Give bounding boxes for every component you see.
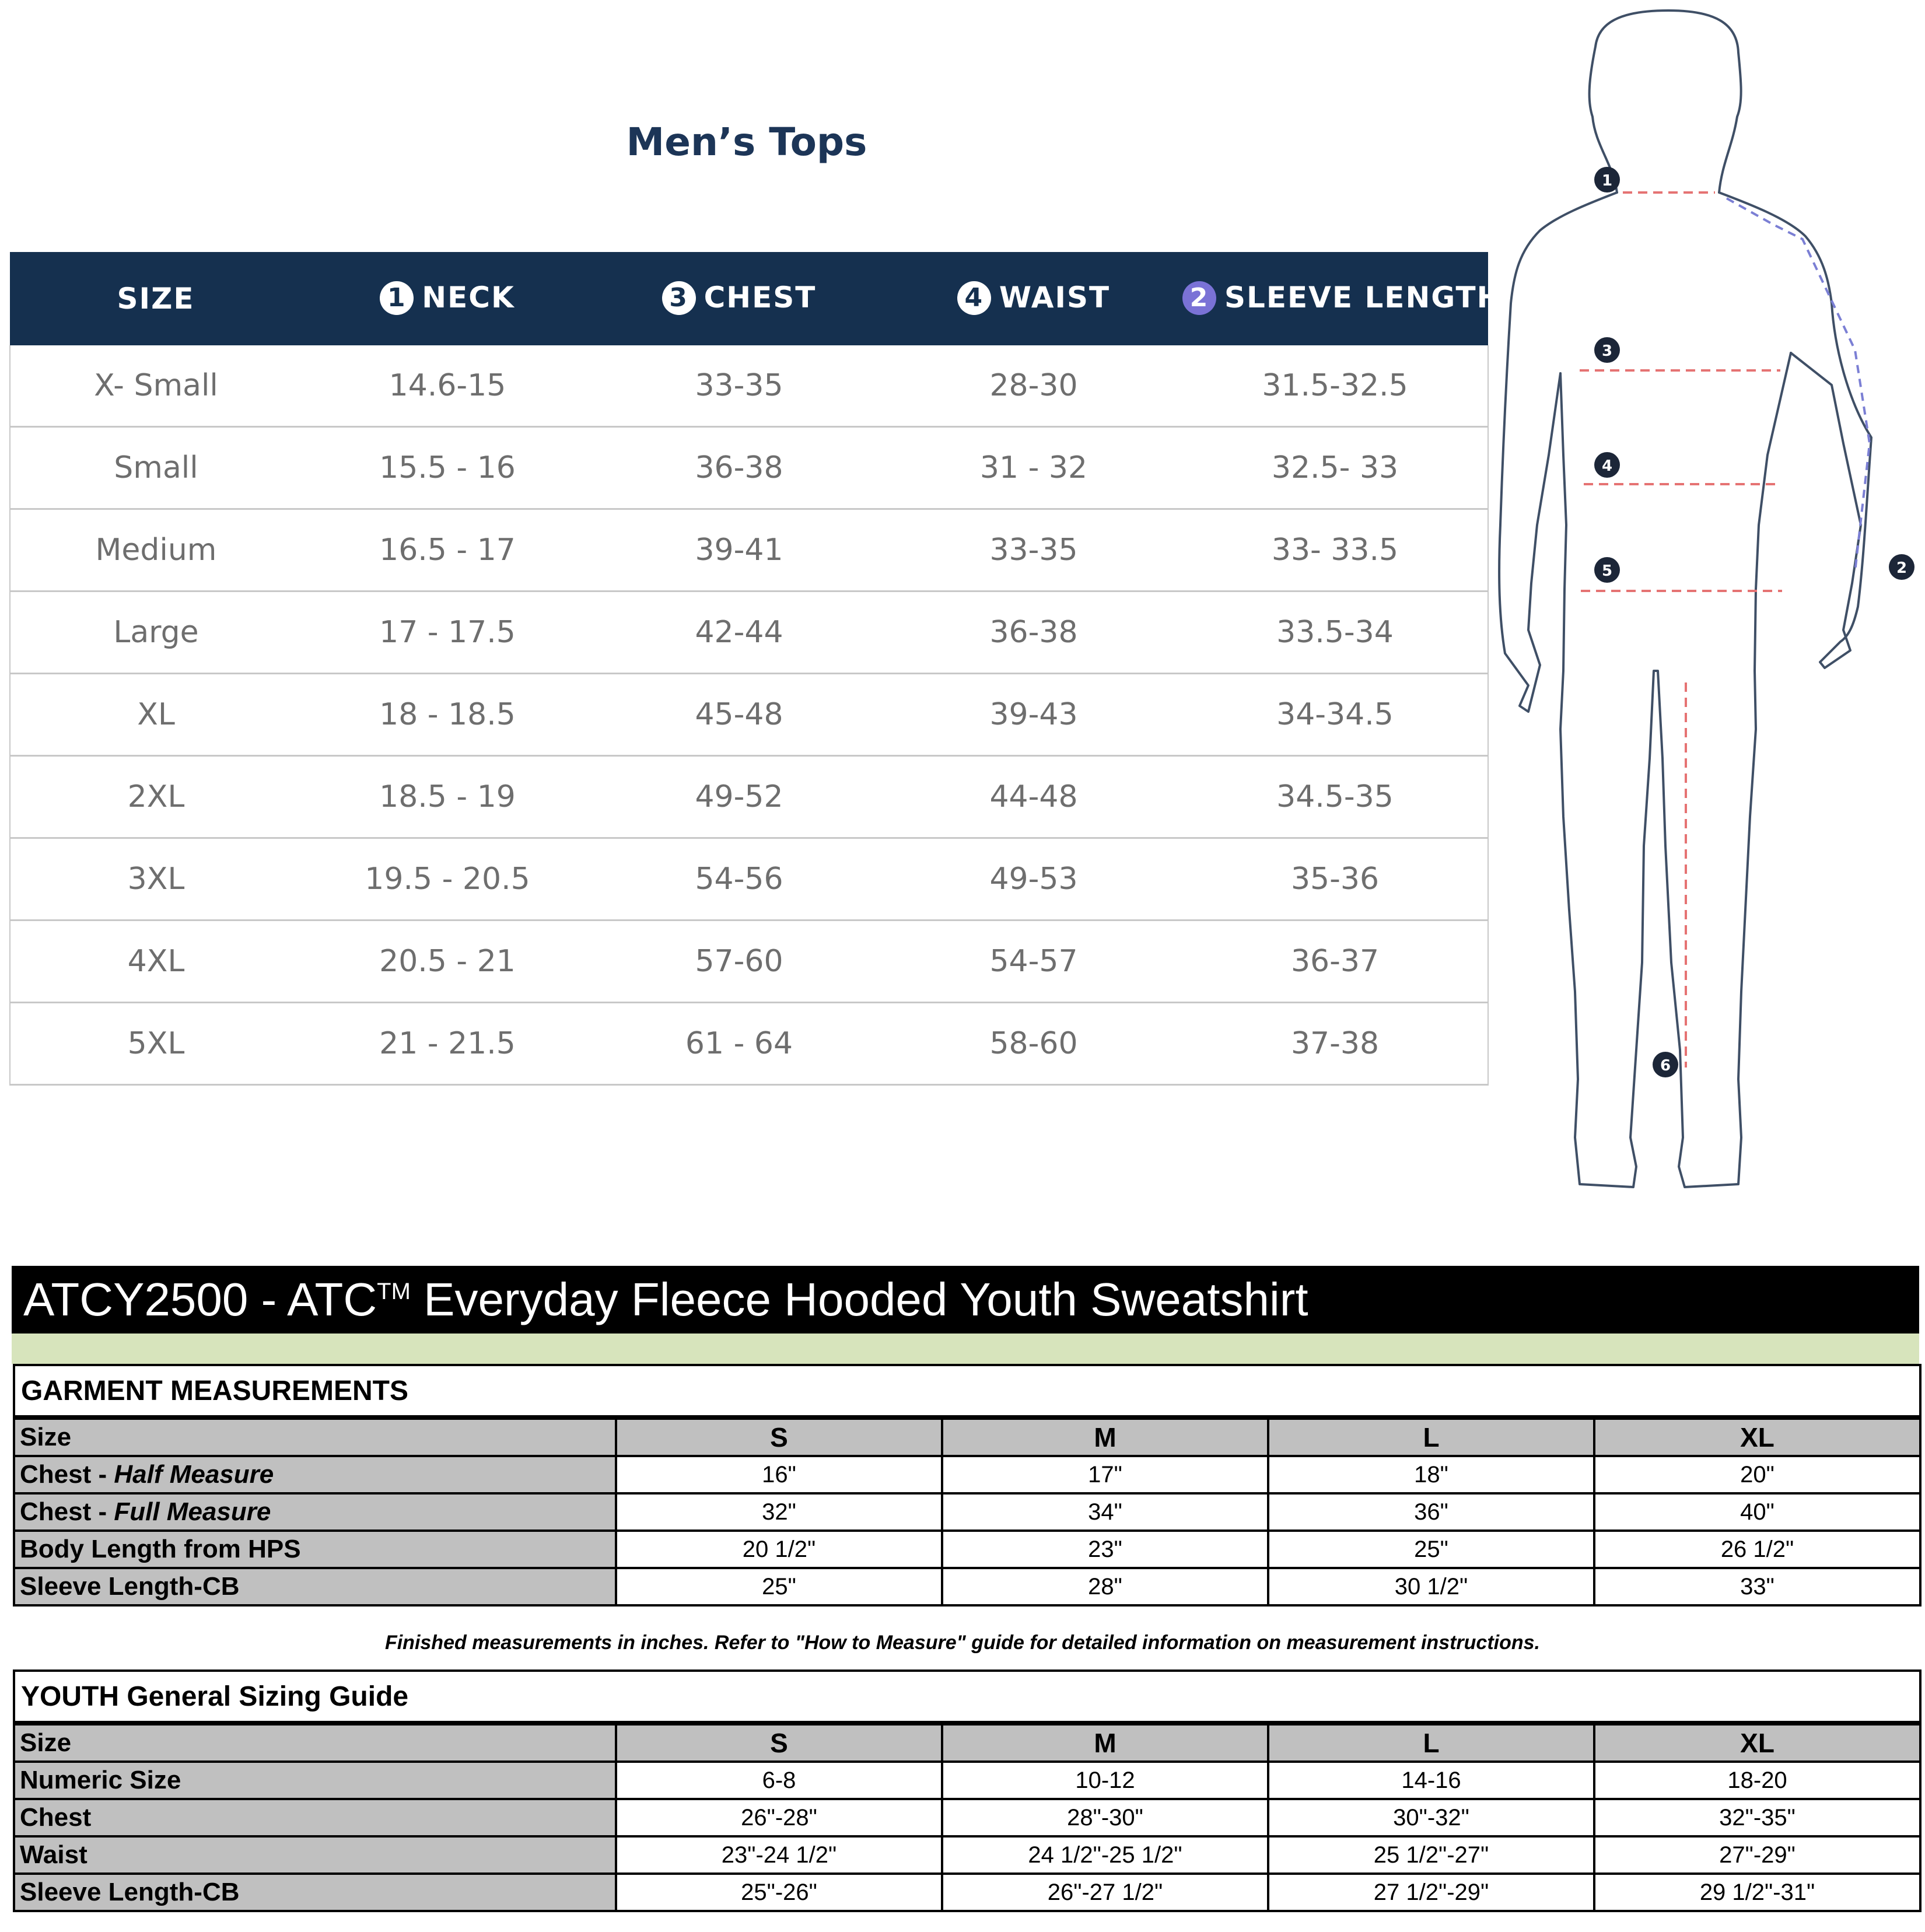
table-cell: 2XL [10,756,302,838]
table-cell: 44-48 [885,756,1182,838]
table-cell: 23"-24 1/2" [616,1836,942,1874]
table-row [10,427,1488,509]
garment-measurements-table [13,1364,1922,1606]
table-cell: 25 1/2"-27" [1268,1836,1594,1874]
table-cell: 18.5 - 19 [302,756,593,838]
mens-header-label: NECK [422,281,515,315]
table-cell: 61 - 64 [593,1003,885,1085]
table-cell: 32.5- 33 [1182,427,1488,509]
table-cell: 34-34.5 [1182,674,1488,756]
mens-header-label: CHEST [704,281,817,315]
measure-marker-3: 3 [662,281,696,315]
mens-header-size [10,252,302,345]
table-cell: 31.5-32.5 [1182,345,1488,427]
table-cell: 18 - 18.5 [302,674,593,756]
table-row [14,1456,1920,1493]
table-cell: 20.5 - 21 [302,921,593,1003]
table-cell: 19.5 - 20.5 [302,838,593,921]
table-cell: 54-56 [593,838,885,921]
table-cell: 17" [942,1456,1268,1493]
table-cell: 18" [1268,1456,1594,1493]
table-cell: 27"-29" [1594,1836,1920,1874]
accent-strip [12,1334,1919,1364]
row-label-text: Chest [20,1803,92,1832]
table-cell: 30"-32" [1268,1799,1594,1836]
table-cell: 3XL [10,838,302,921]
table-cell: 21 - 21.5 [302,1003,593,1085]
row-label-text: Chest - [20,1460,114,1489]
mens-header-label: WAIST [999,281,1111,315]
row-label-text: Chest - [20,1497,114,1526]
size-label: Size [14,1418,616,1456]
mens-tops-header-row [10,252,1488,345]
table-row [14,1531,1920,1568]
table-cell: 32"-35" [1594,1799,1920,1836]
table-cell: 36-38 [885,592,1182,674]
size-label: Size [14,1723,616,1762]
table-cell: 17 - 17.5 [302,592,593,674]
mens-header-sleeve-length [1182,252,1503,345]
table-cell: 37-38 [1182,1003,1488,1085]
size-header-row [14,1723,1920,1762]
table-cell: 30 1/2" [1268,1568,1594,1605]
table-cell: 34" [942,1493,1268,1531]
table-cell: 24 1/2"-25 1/2" [942,1836,1268,1874]
size-col-header: M [942,1418,1268,1456]
table-cell: 15.5 - 16 [302,427,593,509]
table-row [10,509,1488,592]
row-label-text: Sleeve Length-CB [20,1572,240,1601]
table-cell: 27 1/2"-29" [1268,1874,1594,1911]
mens-header-waist [885,252,1182,345]
size-col-header: XL [1594,1723,1920,1762]
table-cell: 25" [1268,1531,1594,1568]
size-col-header: L [1268,1418,1594,1456]
svg-text:4: 4 [1601,457,1613,475]
row-label [14,1568,616,1605]
size-col-header: L [1268,1723,1594,1762]
measure-marker-4: 4 [957,281,991,315]
row-label-italic: Full Measure [114,1497,271,1526]
youth-section-title: YOUTH General Sizing Guide [14,1671,1920,1723]
table-cell: 16" [616,1456,942,1493]
table-cell: 45-48 [593,674,885,756]
row-label [14,1874,616,1911]
table-cell: 49-53 [885,838,1182,921]
banner-trademark: TM [377,1279,411,1304]
table-cell: 25"-26" [616,1874,942,1911]
svg-text:1: 1 [1601,172,1613,190]
svg-text:2: 2 [1896,559,1908,577]
table-cell: 26"-28" [616,1799,942,1836]
table-row [10,921,1488,1003]
table-cell: 16.5 - 17 [302,509,593,592]
table-cell: 35-36 [1182,838,1488,921]
table-row [14,1568,1920,1605]
mens-header-label: SIZE [117,282,195,316]
row-label [14,1456,616,1493]
banner-product-name: Everyday Fleece Hooded Youth Sweatshirt [410,1273,1308,1325]
mens-tops-table [9,252,1503,1086]
table-cell: 20 1/2" [616,1531,942,1568]
table-cell: 31 - 32 [885,427,1182,509]
table-row [10,345,1488,427]
table-row [14,1874,1920,1911]
table-cell: 20" [1594,1456,1920,1493]
svg-text:3: 3 [1601,342,1613,360]
table-cell: 39-41 [593,509,885,592]
table-row [10,756,1488,838]
table-cell: 29 1/2"-31" [1594,1874,1920,1911]
svg-text:6: 6 [1660,1057,1671,1074]
table-row [10,1003,1488,1085]
size-col-header: S [616,1418,942,1456]
table-cell: 42-44 [593,592,885,674]
table-cell: X- Small [10,345,302,427]
table-cell: 26"-27 1/2" [942,1874,1268,1911]
size-col-header: XL [1594,1418,1920,1456]
table-cell: XL [10,674,302,756]
table-cell: 26 1/2" [1594,1531,1920,1568]
table-cell: 33-35 [593,345,885,427]
table-cell: 33- 33.5 [1182,509,1488,592]
table-cell: 40" [1594,1493,1920,1531]
product-title-banner [12,1266,1919,1334]
table-cell: 23" [942,1531,1268,1568]
table-cell: 49-52 [593,756,885,838]
row-label [14,1531,616,1568]
table-cell: 36-37 [1182,921,1488,1003]
table-cell: 5XL [10,1003,302,1085]
table-row [14,1762,1920,1799]
table-cell: 39-43 [885,674,1182,756]
youth-sizing-table [13,1670,1922,1912]
table-cell: 4XL [10,921,302,1003]
table-cell: 36" [1268,1493,1594,1531]
table-cell: 33.5-34 [1182,592,1488,674]
table-row [14,1836,1920,1874]
table-cell: Small [10,427,302,509]
table-cell: 18-20 [1594,1762,1920,1799]
table-cell: 36-38 [593,427,885,509]
mens-tops-title: Men’s Tops [626,120,867,164]
measurement-note: Finished measurements in inches. Refer to "How to Measure" guide for detailed information on measurement instructions. [384,1632,1541,1654]
table-cell: 28"-30" [942,1799,1268,1836]
svg-text:5: 5 [1601,562,1613,580]
row-label [14,1762,616,1799]
row-label [14,1799,616,1836]
table-cell: 32" [616,1493,942,1531]
table-cell: 33-35 [885,509,1182,592]
table-cell: 14.6-15 [302,345,593,427]
table-cell: 6-8 [616,1762,942,1799]
table-cell: 57-60 [593,921,885,1003]
table-cell: 54-57 [885,921,1182,1003]
mens-header-neck [302,252,593,345]
table-row [14,1493,1920,1531]
measure-marker-1: 1 [380,281,414,315]
banner-style-code: ATCY2500 - ATC [23,1273,377,1325]
size-header-row [14,1418,1920,1456]
table-row [10,592,1488,674]
row-label [14,1836,616,1874]
table-cell: 25" [616,1568,942,1605]
table-row [10,674,1488,756]
table-row [10,838,1488,921]
mens-header-label: SLEEVE LENGTH [1224,281,1503,315]
row-label-text: Waist [20,1840,88,1869]
garment-section-title: GARMENT MEASUREMENTS [14,1365,1920,1418]
table-cell: 33" [1594,1568,1920,1605]
row-label-text: Numeric Size [20,1766,181,1794]
row-label-italic: Half Measure [114,1460,274,1489]
table-cell: 28-30 [885,345,1182,427]
table-row [14,1799,1920,1836]
table-cell: Large [10,592,302,674]
table-cell: 28" [942,1568,1268,1605]
body-outline-icon [1493,0,1925,1213]
table-cell: 58-60 [885,1003,1182,1085]
table-cell: 10-12 [942,1762,1268,1799]
size-col-header: S [616,1723,942,1762]
table-cell: Medium [10,509,302,592]
size-col-header: M [942,1723,1268,1762]
mens-header-chest [593,252,885,345]
table-cell: 14-16 [1268,1762,1594,1799]
row-label-text: Sleeve Length-CB [20,1878,240,1906]
row-label [14,1493,616,1531]
row-label-text: Body Length from HPS [20,1535,301,1563]
table-cell: 34.5-35 [1182,756,1488,838]
measure-marker-2: 2 [1182,281,1216,315]
